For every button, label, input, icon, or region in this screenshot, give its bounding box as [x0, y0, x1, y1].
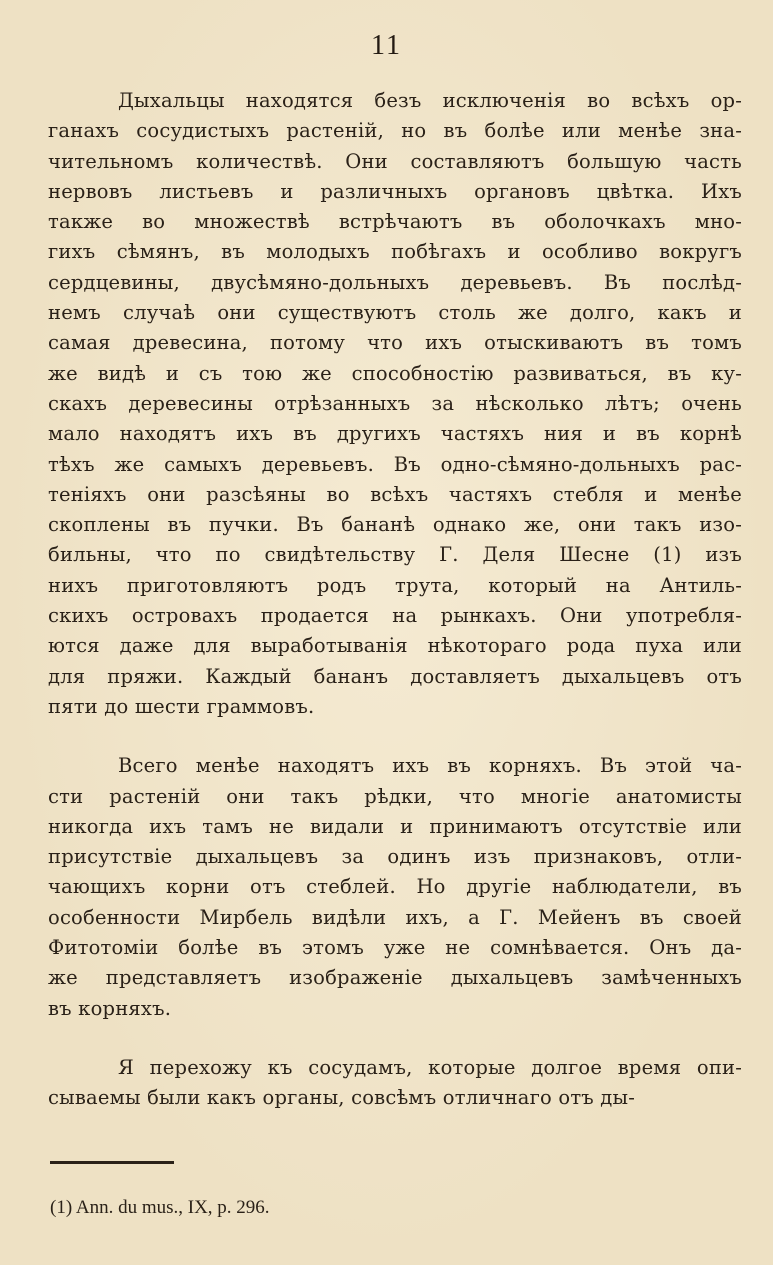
text-line: же видѣ и съ тою же способностію развиваться, въ ку- — [48, 361, 742, 385]
text-line: пяти до шести граммовъ. — [48, 694, 315, 718]
text-line: сти растеній они такъ рѣдки, что многіе анатомисты — [48, 784, 742, 808]
text-line: особенности Мирбель видѣли ихъ, а Г. Мейенъ въ своей — [48, 905, 742, 929]
text-line: тѣхъ же самыхъ деревьевъ. Въ одно-сѣмяно-дольныхъ рас- — [48, 452, 742, 476]
text-line: нихъ приготовляютъ родъ трута, который на Антиль- — [48, 573, 742, 597]
text-line: теніяхъ они разсѣяны во всѣхъ частяхъ стебля и менѣе — [48, 482, 742, 506]
text-line: скахъ деревесины отрѣзанныхъ за нѣсколько лѣтъ; очень — [48, 391, 742, 415]
text-line: скихъ островахъ продается на рынкахъ. Они употребля- — [48, 604, 742, 628]
paragraph-gap — [48, 1024, 742, 1053]
footnote: (1) Ann. du mus., IX, p. 296. — [50, 1197, 270, 1218]
text-line: въ корняхъ. — [48, 996, 172, 1020]
paragraph-3 — [48, 1053, 742, 1114]
text-line: мало находятъ ихъ въ другихъ частяхъ ния и въ корнѣ — [48, 422, 742, 446]
body-text — [48, 86, 742, 1114]
text-line: присутствіе дыхальцевъ за одинъ изъ признаковъ, отли- — [48, 845, 742, 869]
text-line: также во множествѣ встрѣчаютъ въ оболочкахъ мно- — [48, 210, 742, 234]
text-line: Фитотоміи болѣе въ этомъ уже не сомнѣвается. Онъ да- — [48, 936, 742, 960]
page-number: 11 — [371, 30, 402, 61]
text-line: Всего менѣе находятъ ихъ въ корняхъ. Въ этой ча- — [118, 754, 742, 778]
text-line: немъ случаѣ они существуютъ столь же долго, какъ и — [48, 301, 742, 325]
text-line: сердцевины, двусѣмяно-дольныхъ деревьевъ. Въ послѣд- — [48, 270, 742, 294]
text-line: чающихъ корни отъ стеблей. Но другіе наблюдатели, въ — [48, 875, 742, 899]
text-line: чительномъ количествѣ. Они составляютъ большую часть — [48, 149, 742, 173]
text-line: никогда ихъ тамъ не видали и принимаютъ отсутствіе или — [48, 814, 742, 838]
text-line: нервовъ листьевъ и различныхъ органовъ цвѣтка. Ихъ — [48, 179, 742, 203]
paragraph-gap — [48, 722, 742, 751]
text-line: сываемы были какъ органы, совсѣмъ отличнаго отъ ды- — [48, 1086, 636, 1110]
text-line: для пряжи. Каждый бананъ доставляетъ дыхальцевъ отъ — [48, 664, 742, 688]
paragraph-1 — [48, 86, 742, 722]
text-line: ганахъ сосудистыхъ растеній, но въ болѣе или менѣе зна- — [48, 119, 742, 143]
text-line: скоплены въ пучки. Въ бананѣ однако же, они такъ изо- — [48, 513, 742, 537]
text-line: же представляетъ изображеніе дыхальцевъ замѣченныхъ — [48, 966, 742, 990]
text-line: ются даже для выработыванія нѣкотораго рода пуха или — [48, 634, 742, 658]
footnote-rule — [50, 1161, 174, 1164]
text-line: бильны, что по свидѣтельству Г. Деля Шесне (1) изъ — [48, 543, 742, 567]
paragraph-2 — [48, 751, 742, 1024]
text-line: самая древесина, потому что ихъ отыскиваютъ въ томъ — [48, 331, 742, 355]
text-line: гихъ сѣмянъ, въ молодыхъ побѣгахъ и особливо вокругъ — [48, 240, 742, 264]
text-line: Дыхальцы находятся безъ исключенія во всѣхъ ор- — [118, 89, 742, 112]
text-line: Я перехожу къ сосудамъ, которые долгое время опи- — [118, 1055, 742, 1079]
